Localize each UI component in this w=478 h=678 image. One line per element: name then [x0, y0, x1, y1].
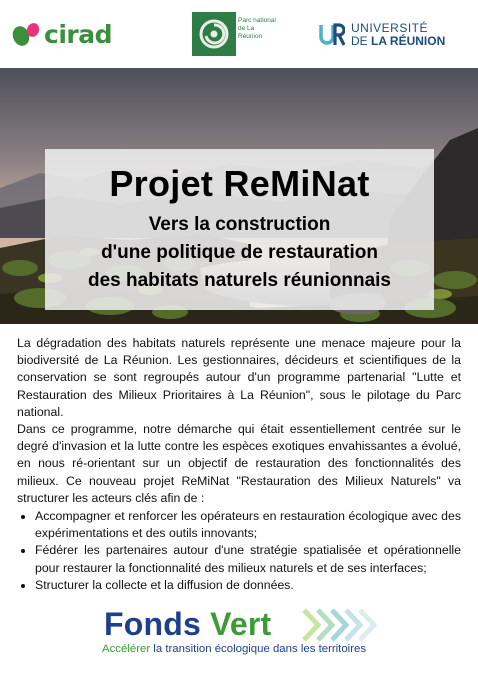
parc-spiral-icon [192, 12, 236, 56]
logo-header [0, 0, 478, 68]
fonds-vert-wordmark [104, 607, 271, 641]
universite-line-2-bold: LA RÉUNION [371, 34, 446, 48]
universite-line-2 [351, 35, 445, 48]
parc-national-label [238, 17, 280, 41]
parc-line-2: de La Réunion [238, 25, 263, 40]
list-item: • Fédérer les partenaires autour d'une stratégie spatialisée et opérationnelle pour restaurer la fonctionnalité des milieux naturels et de ses interfaces; [35, 542, 461, 576]
paragraph-intro: La dégradation des habitats naturels représente une menace majeure pour la biodiversité de La Réunion. Les gestionnaires, décideurs et scientifiques de la conservation se sont regroupés autour d'un programme partenarial "Lutte et Restauration des Milieux Prioritaires à La Réunion", sous le pilotage du Parc national. [17, 336, 461, 419]
fonds-vert-tagline [102, 643, 366, 655]
fonds-word: Fonds [104, 606, 201, 642]
paragraph-programme: Dans ce programme, notre démarche qui était essentiellement centrée sur le degré d'invasion et la lutte contre les espèces exotiques envahissantes a évolué, en nous ré-orientant sur un objectif de restauration des fonctionnalités des milieux. Ce nouveau projet ReMiNat "Restauration des Milieux Naturels" va structurer les acteurs clés afin de : [17, 422, 461, 505]
parc-line-1: Parc national [238, 17, 276, 24]
fonds-vert-logo [102, 607, 402, 663]
subtitle-line-2: d'une politique de restauration [101, 242, 378, 263]
objectives-list [17, 508, 461, 594]
title-panel [45, 149, 434, 310]
ur-monogram-icon [319, 23, 345, 47]
universite-line-1: UNIVERSITÉ [351, 21, 429, 35]
list-item: • Structurer la collecte et la diffusion de données. [35, 577, 461, 594]
page-subtitle [45, 211, 434, 295]
cirad-leaf-icon [12, 22, 42, 48]
page-title: Projet ReMiNat [109, 163, 370, 204]
list-item: • Accompagner et renforcer les opérateurs en restauration écologique avec des expérimentations et des outils innovants; [35, 508, 461, 542]
vert-word: Vert [210, 606, 272, 642]
subtitle-line-3: des habitats naturels réunionnais [87, 270, 392, 291]
universite-logo [319, 22, 445, 48]
chevrons-icon [300, 608, 400, 642]
universite-line-2-prefix: DE [351, 34, 372, 48]
tagline-accelerer: Accélérer [102, 643, 151, 655]
subtitle-line-1: Vers la construction [148, 214, 331, 235]
body-text [17, 335, 461, 594]
cirad-wordmark: cirad [44, 20, 112, 49]
hero-banner [0, 68, 478, 324]
cirad-logo [12, 20, 112, 49]
parc-national-logo [192, 12, 280, 56]
tagline-rest: la transition écologique dans les territoires [153, 643, 367, 655]
